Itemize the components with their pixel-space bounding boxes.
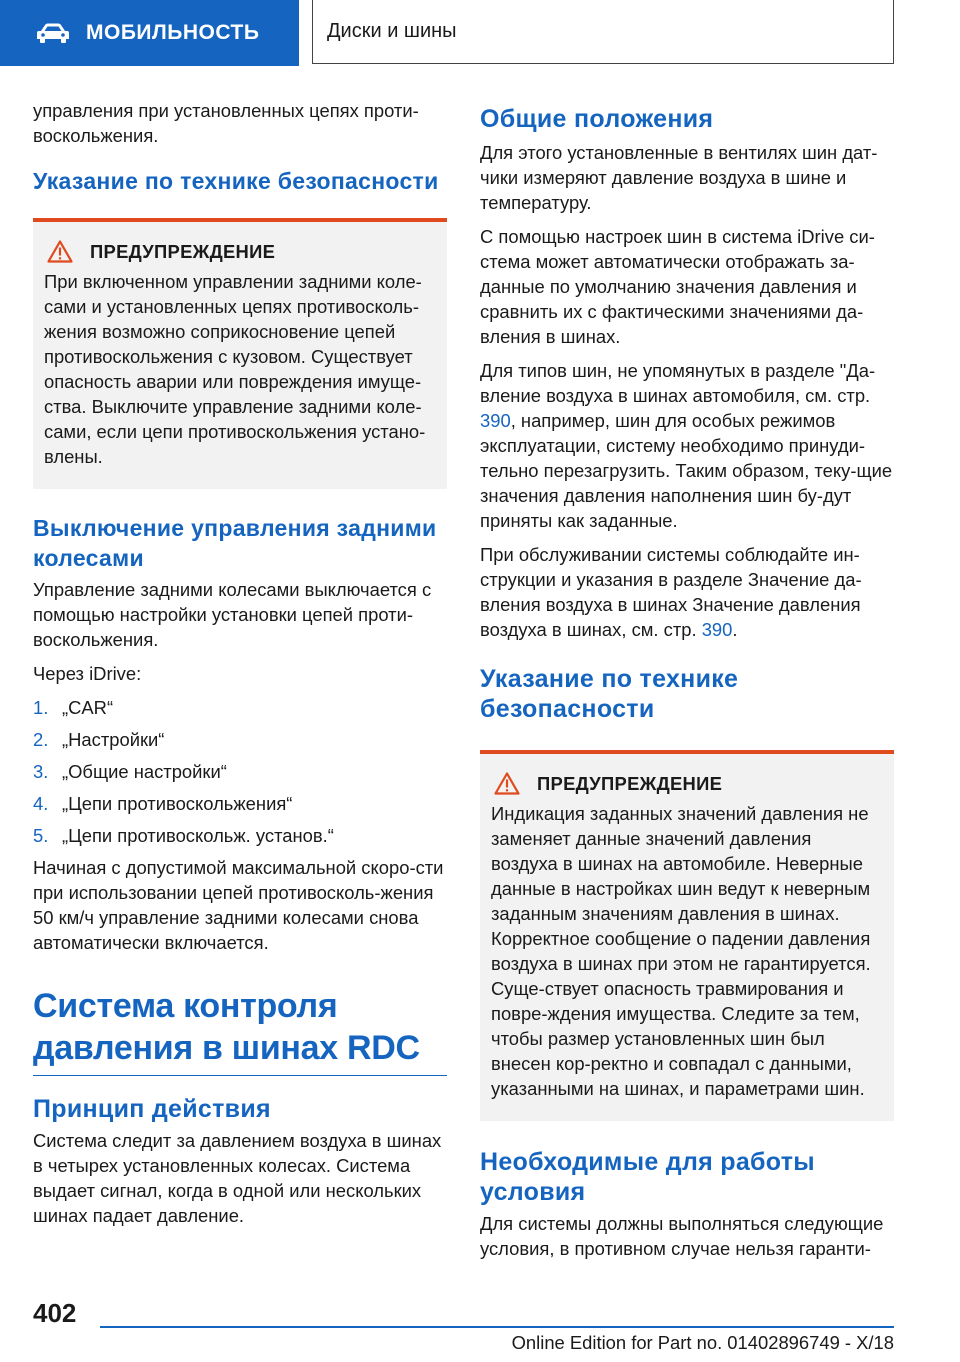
warning-box-1 [33, 218, 447, 489]
heading-safety-left: Указание по технике безопасности [33, 168, 439, 194]
section-tab[interactable] [0, 0, 299, 66]
edition-text: Online Edition for Part no. 01402896749 - X/18 [511, 1332, 894, 1353]
heading-principle: Принцип действия [33, 1095, 271, 1123]
footer-rule [100, 1326, 894, 1328]
general-text-1: Для этого установленные в вентилях шин дат-чики измеряют давление воздуха в шине и температуру. [480, 142, 878, 213]
warning-text-1: При включенном управлении задними коле-сами и установленных цепях противосколь-жения возможно соприкосновение цепей противоскольжения с кузовом. Существует опасность аварии или повреждения имуще-ства. Выключите управление задними коле-сами, если цепи противоскольжения устано-влены. [44, 271, 426, 467]
list-item: 4. „Цепи противоскольжения“ [33, 793, 293, 814]
heading-rule [33, 1075, 447, 1076]
list-item: 1. „CAR“ [33, 697, 114, 718]
left-column [33, 98, 447, 1237]
general-text-2: С помощью настроек шин в система iDrive си-стема может автоматически отображать за-данные по умолчанию значения давления и сравнить их с фактическими значениями да-вления в шинах. [480, 226, 875, 347]
heading-safety-right: Указание по технике безопасности [480, 665, 739, 723]
page-link-390[interactable]: 390 [480, 410, 511, 431]
speed-text: Начиная с допустимой максимальной скоро-сти при использовании цепей противосколь-жения 50 км/ч управление задними колесами снова автоматически включается. [33, 857, 444, 953]
via-idrive: Через iDrive: [33, 663, 142, 684]
topic-header [312, 0, 894, 64]
general-text-3: Для типов шин, не упомянутых в разделе "Да-вление воздуха в шинах автомобиля, см. стр. 390, например, шин для особых режимов эксплуатации, систему необходимо принуди-тельно перезагрузить. Таким образом, теку-щие значения давления наполнения шин бу-дут приняты как заданные. [480, 360, 893, 531]
warning-title-1: ПРЕДУПРЕЖДЕНИЕ [90, 240, 276, 262]
list-item: 2. „Настройки“ [33, 729, 165, 750]
right-column [480, 98, 894, 1270]
page-link-390[interactable]: 390 [701, 619, 733, 640]
principle-text: Система следит за давлением воздуха в шинах в четырех установленных колесах. Система выдает сигнал, когда в одной или нескольких шинах падает давление. [33, 1130, 442, 1226]
topic-title: Диски и шины [327, 20, 457, 42]
page-number: 402 [33, 1298, 77, 1328]
intro-text: управления при установленных цепях проти-воскольжения. [33, 100, 419, 146]
section-title: МОБИЛЬНОСТЬ [86, 21, 260, 44]
list-item: 3. „Общие настройки“ [33, 761, 227, 782]
heading-disable-rear-steering: Выключение управления задними колесами [33, 515, 437, 571]
disable-text: Управление задними колесами выключается с помощью настройки установки цепей проти-воскольжения. [33, 579, 432, 650]
general-text-4: При обслуживании системы соблюдайте ин-струкции и указания в разделе Значение да-вления воздуха в шинах Значение давления воздуха в шинах, см. стр. 390. [480, 544, 862, 640]
warning-text-2: Индикация заданных значений давления не заменяет данные значений давления воздуха в шинах на автомобиле. Неверные данные в настройках шин ведут к неверным заданным значениям давления в шинах. Корректное сообщение о падении давления воздуха в шинах при этом не гарантируется. Суще-ствует опасность травмирования и повре-ждения имущества. Следите за тем, чтобы размер установленных шин был внесен кор-ректно и совпадал с данными, указанными на шинах, и параметрами шин. [491, 803, 871, 1099]
heading-general: Общие положения [480, 105, 714, 133]
list-item: 5. „Цепи противоскольж. установ.“ [33, 825, 334, 846]
car-icon [36, 22, 70, 44]
warning-title-2: ПРЕДУПРЕЖДЕНИЕ [537, 772, 723, 794]
warning-triangle-icon [47, 240, 73, 263]
steps-list [33, 695, 447, 848]
warning-triangle-icon [494, 772, 520, 795]
heading-rdc: Система контроля давления в шинах RDC [33, 987, 420, 1067]
heading-conditions: Необходимые для работы условия [480, 1148, 815, 1206]
conditions-text: Для системы должны выполняться следующие условия, в противном случае нельзя гаранти- [480, 1213, 884, 1259]
warning-box-2 [480, 750, 894, 1121]
